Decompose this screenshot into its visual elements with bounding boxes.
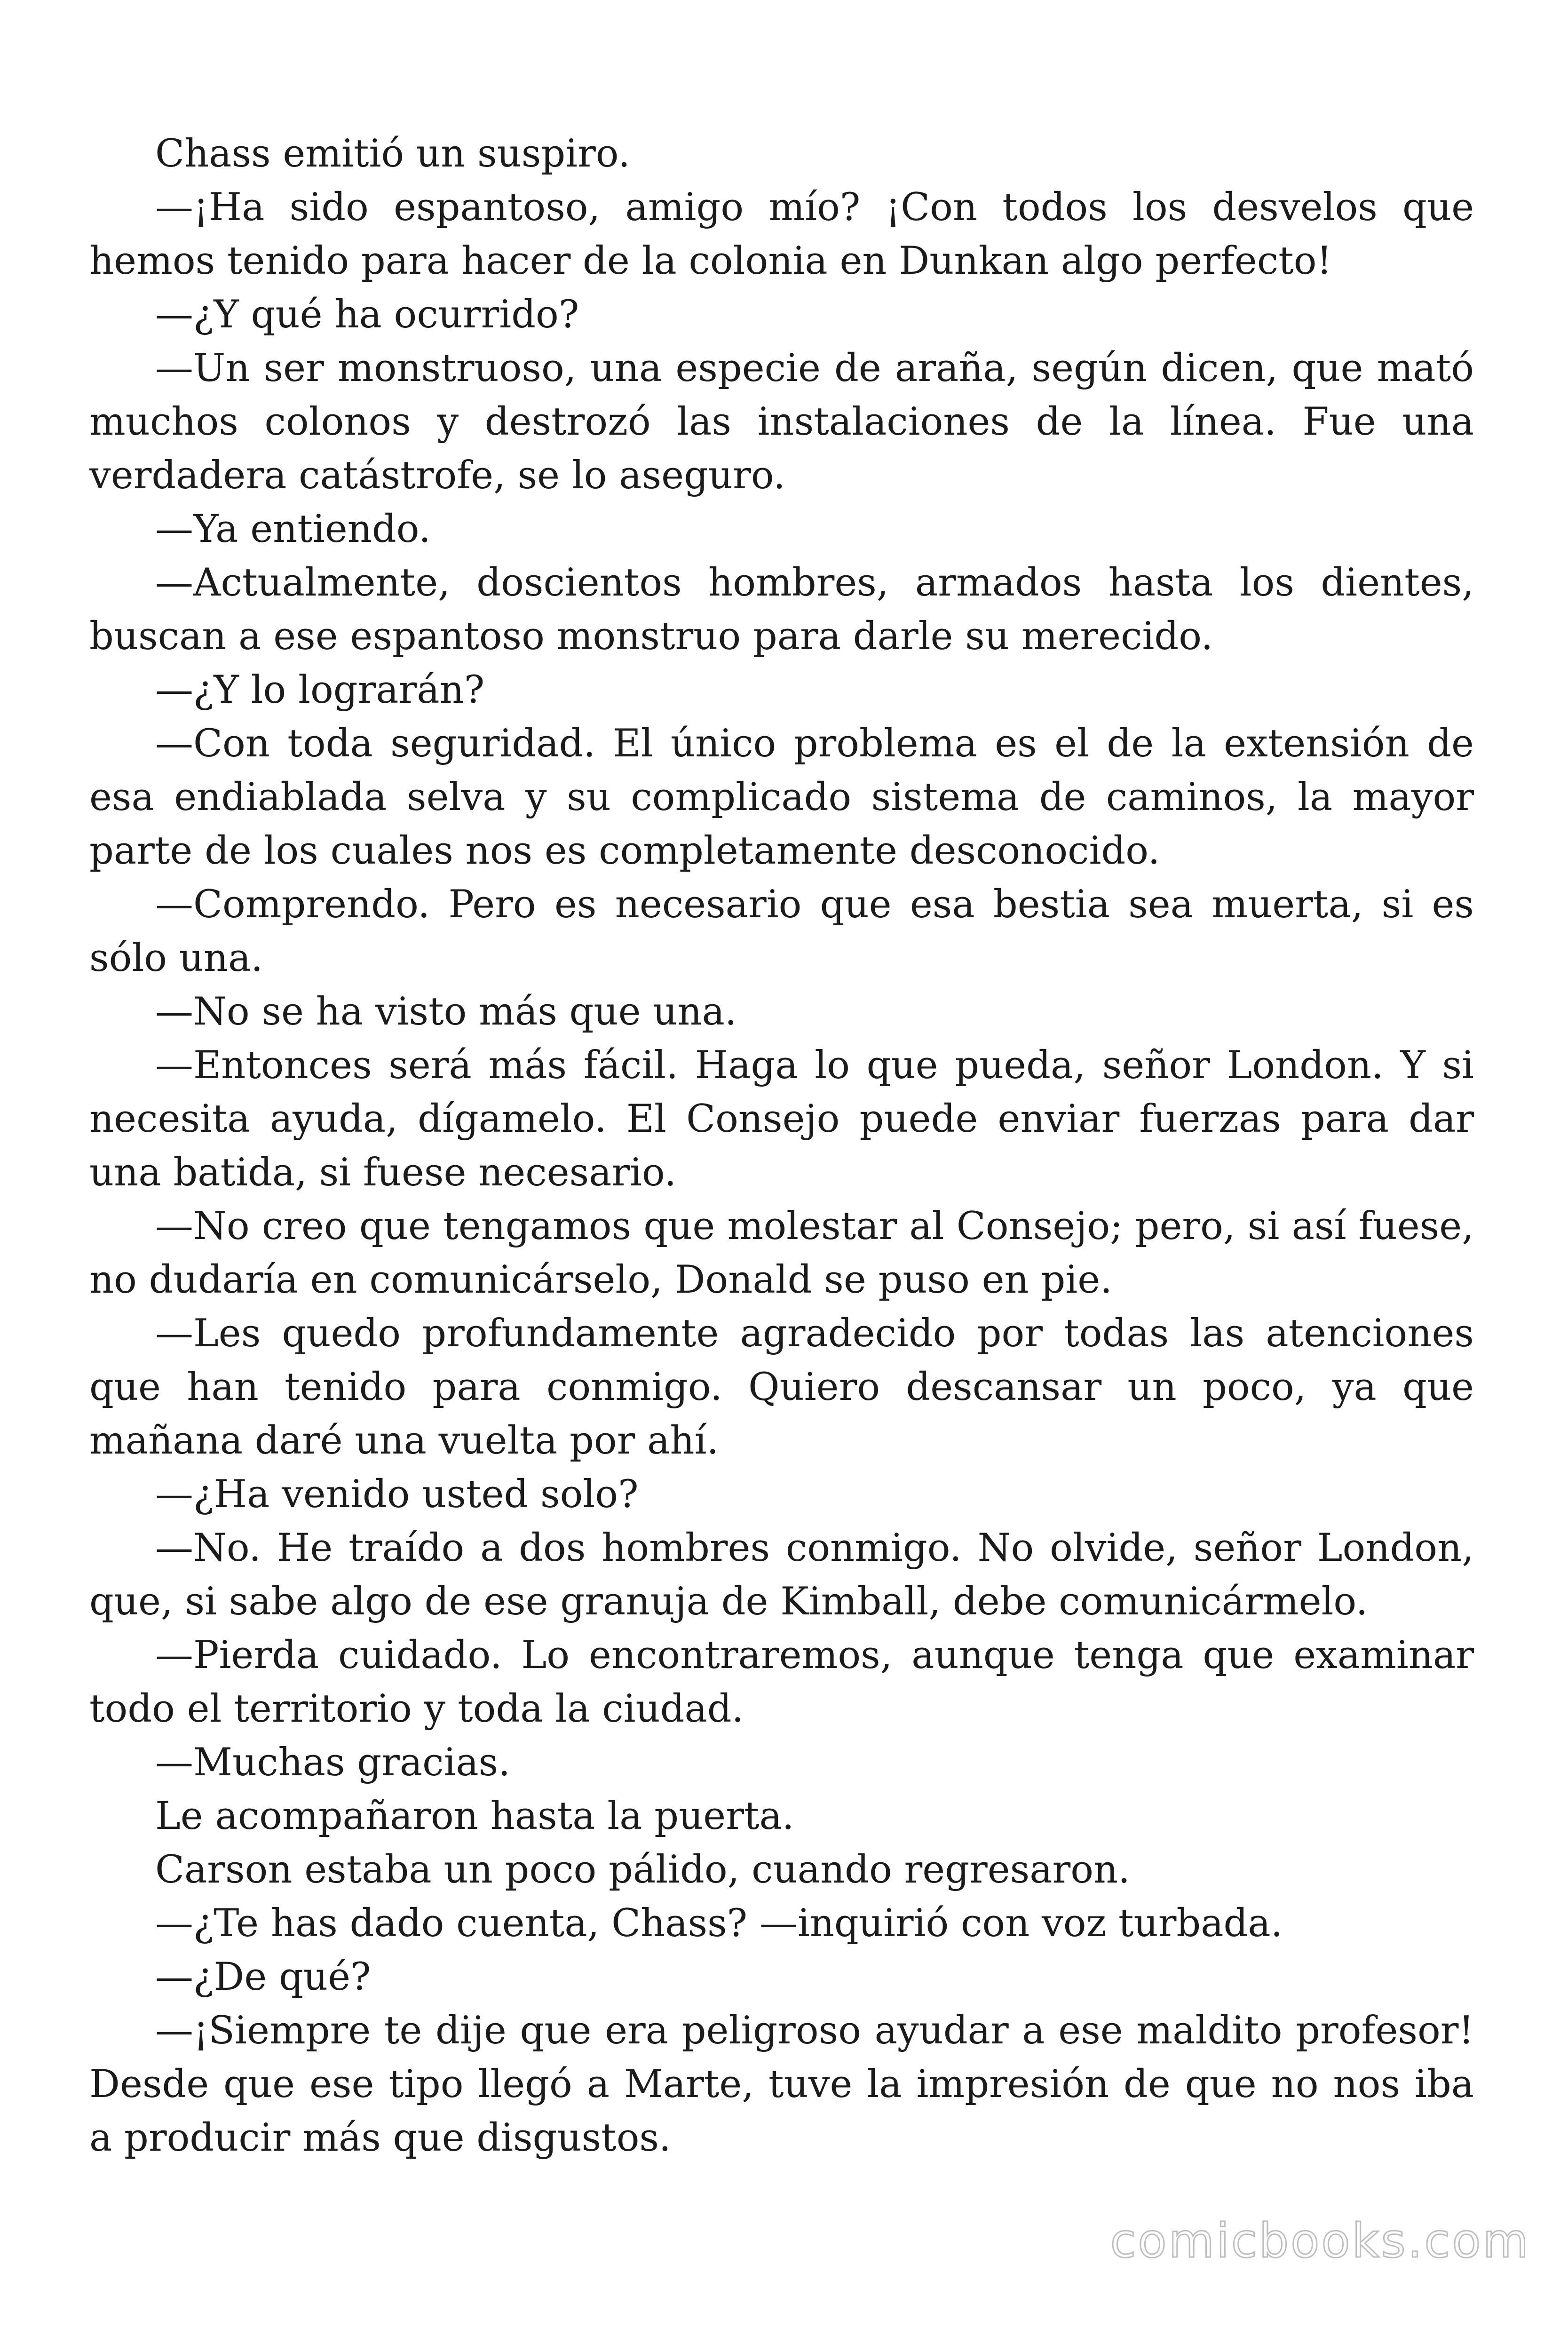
paragraph: Chass emitió un suspiro. — [155, 132, 630, 176]
paragraph: Carson estaba un poco pálido, cuando regresaron. — [155, 1848, 1130, 1892]
paragraph: Le acompañaron hasta la puerta. — [155, 1794, 794, 1838]
paragraph: —Les quedo profundamente agradecido por todas las atenciones que han tenido para conmigo. Quiero descansar un poco, ya que mañana daré una vuelta por ahí. — [89, 1311, 1474, 1463]
paragraph: —Muchas gracias. — [155, 1740, 510, 1785]
paragraph: —Entonces será más fácil. Haga lo que pueda, señor London. Y si necesita ayuda, dígamelo. El Consejo puede enviar fuerzas para dar una batida, si fuese necesario. — [89, 1043, 1474, 1195]
page-text — [89, 127, 1474, 2165]
paragraph: —¿Y lo lograrán? — [155, 668, 485, 712]
paragraph: —No se ha visto más que una. — [155, 990, 737, 1034]
paragraph: —Con toda seguridad. El único problema es el de la extensión de esa endiablada selva y su complicado sistema de caminos, la mayor parte de los cuales nos es completamente desconocido. — [89, 722, 1474, 873]
paragraph: —Comprendo. Pero es necesario que esa bestia sea muerta, si es sólo una. — [89, 882, 1474, 980]
paragraph: —Ya entiendo. — [155, 507, 431, 551]
paragraph: —Un ser monstruoso, una especie de araña, según dicen, que mató muchos colonos y destrozó las instalaciones de la línea. Fue una verdadera catástrofe, se lo aseguro. — [89, 346, 1474, 498]
paragraph: —¿Ha venido usted solo? — [155, 1472, 639, 1517]
paragraph: —¡Ha sido espantoso, amigo mío? ¡Con todos los desvelos que hemos tenido para hacer de la colonia en Dunkan algo perfecto! — [89, 185, 1474, 283]
paragraph: —¿De qué? — [155, 1955, 371, 1999]
paragraph: —¿Y qué ha ocurrido? — [155, 293, 579, 337]
paragraph: —No creo que tengamos que molestar al Consejo; pero, si así fuese, no dudaría en comunicárselo, Donald se puso en pie. — [89, 1204, 1474, 1302]
paragraph: —Pierda cuidado. Lo encontraremos, aunque tenga que examinar todo el territorio y toda la ciudad. — [89, 1633, 1474, 1731]
paragraph: —¿Te has dado cuenta, Chass? —inquirió con voz turbada. — [155, 1901, 1283, 1946]
paragraph: —No. He traído a dos hombres conmigo. No olvide, señor London, que, si sabe algo de ese granuja de Kimball, debe comunicármelo. — [89, 1526, 1474, 1624]
watermark: comicbooks.com — [1110, 2213, 1530, 2268]
paragraph: —Actualmente, doscientos hombres, armados hasta los dientes, buscan a ese espantoso monstruo para darle su merecido. — [89, 561, 1474, 659]
paragraph: —¡Siempre te dije que era peligroso ayudar a ese maldito profesor! Desde que ese tipo llegó a Marte, tuve la impresión de que no nos iba a producir más que disgustos. — [89, 2009, 1474, 2160]
